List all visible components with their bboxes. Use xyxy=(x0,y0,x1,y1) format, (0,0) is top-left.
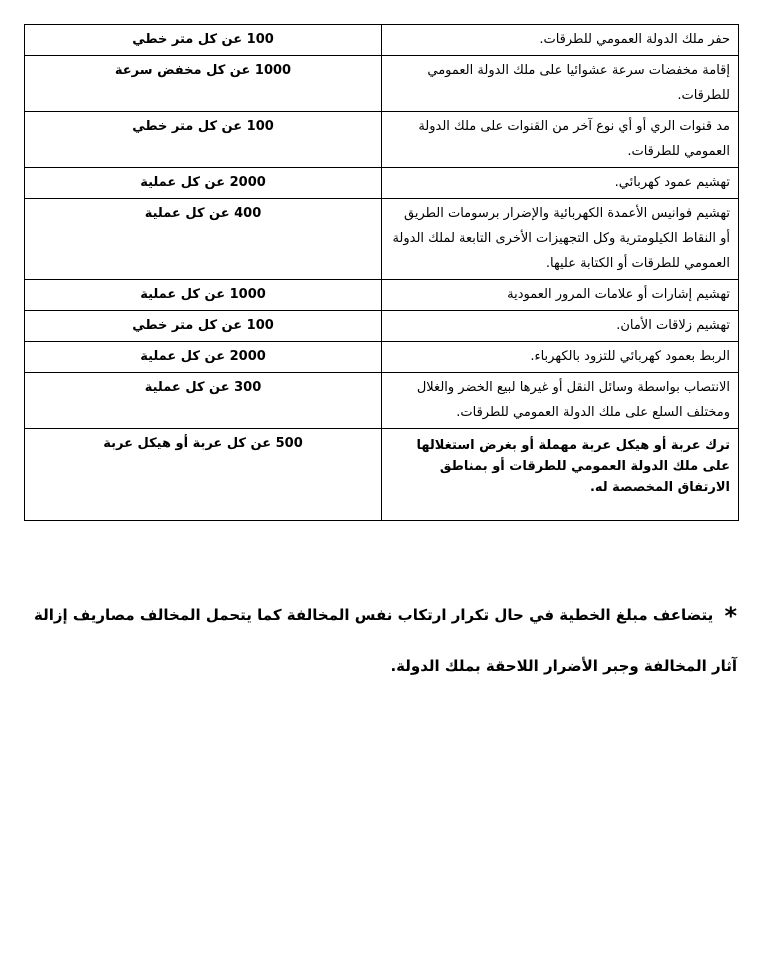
violation-cell: مد قنوات الري أو أي نوع آخر من القنوات على ملك الدولة العمومي للطرقات. xyxy=(382,112,739,168)
violation-cell: تهشيم فوانيس الأعمدة الكهربائية والإضرار برسومات الطريق أو النقاط الكيلومترية وكل التجهيزات الأخرى التابعة لملك الدولة العمومي للطرقات أو الكتابة عليها. xyxy=(382,199,739,280)
table-row xyxy=(25,373,739,429)
table-row xyxy=(25,25,739,56)
fine-cell: 1000 عن كل مخفض سرعة xyxy=(25,56,382,112)
fine-cell: 500 عن كل عربة أو هيكل عربة xyxy=(25,429,382,521)
fines-table xyxy=(24,24,739,521)
footnote xyxy=(24,590,737,691)
asterisk-marker: * xyxy=(724,601,737,630)
table-row xyxy=(25,56,739,112)
violation-cell: ترك عربة أو هيكل عربة مهملة أو بغرض استغلالها على ملك الدولة العمومي للطرقات أو بمناطق الارتفاق المخصصة له. xyxy=(382,429,739,521)
fine-cell: 100 عن كل متر خطي xyxy=(25,25,382,56)
table-row xyxy=(25,311,739,342)
fine-cell: 100 عن كل متر خطي xyxy=(25,112,382,168)
violation-cell: حفر ملك الدولة العمومي للطرقات. xyxy=(382,25,739,56)
table-row xyxy=(25,280,739,311)
fine-cell: 100 عن كل متر خطي xyxy=(25,311,382,342)
table-row xyxy=(25,168,739,199)
footnote-text: يتضاعف مبلغ الخطية في حال تكرار ارتكاب نفس المخالفة كما يتحمل المخالف مصاريف إزالة آثار المخالفة وجبر الأضرار اللاحقة بملك الدولة. xyxy=(33,606,737,675)
fine-cell: 2000 عن كل عملية xyxy=(25,342,382,373)
violation-cell: تهشيم زلاقات الأمان. xyxy=(382,311,739,342)
violation-cell: الربط بعمود كهربائي للتزود بالكهرباء. xyxy=(382,342,739,373)
violation-cell: الانتصاب بواسطة وسائل النقل أو غيرها لبيع الخضر والغلال ومختلف السلع على ملك الدولة العمومي للطرقات. xyxy=(382,373,739,429)
fine-cell: 400 عن كل عملية xyxy=(25,199,382,280)
fine-cell: 2000 عن كل عملية xyxy=(25,168,382,199)
violation-cell: إقامة مخفضات سرعة عشوائيا على ملك الدولة العمومي للطرقات. xyxy=(382,56,739,112)
table-row xyxy=(25,342,739,373)
violation-cell: تهشيم إشارات أو علامات المرور العمودية xyxy=(382,280,739,311)
fine-cell: 300 عن كل عملية xyxy=(25,373,382,429)
table-row xyxy=(25,112,739,168)
fine-cell: 1000 عن كل عملية xyxy=(25,280,382,311)
table-row xyxy=(25,199,739,280)
table-row xyxy=(25,429,739,521)
violation-cell: تهشيم عمود كهربائي. xyxy=(382,168,739,199)
